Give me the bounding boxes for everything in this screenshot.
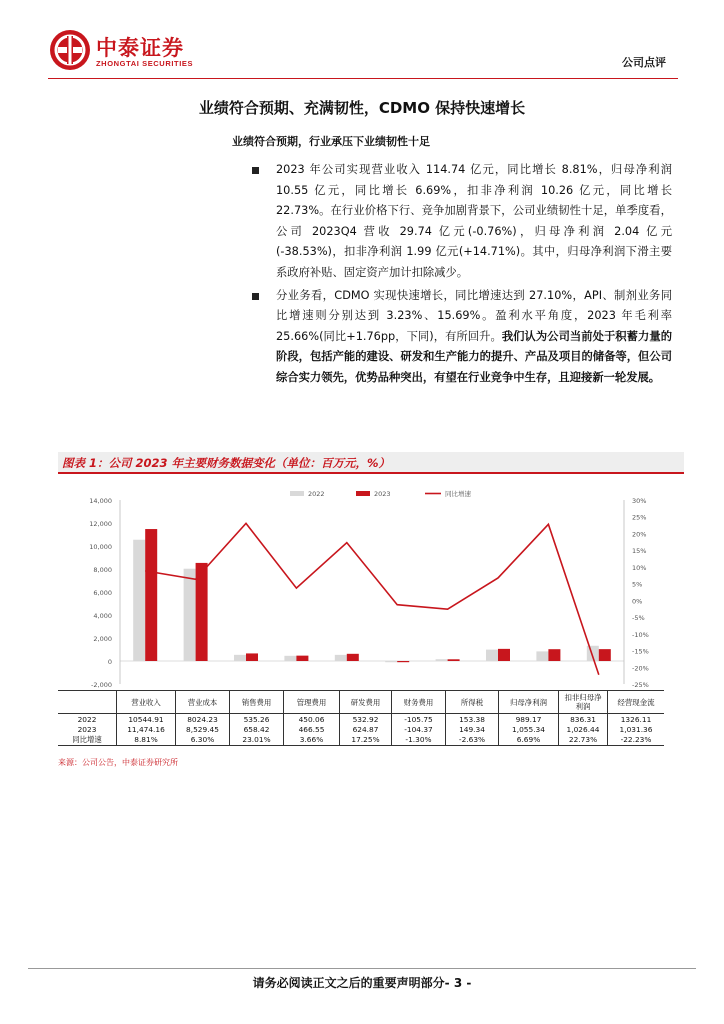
y-tick-label: 0 [107, 658, 112, 666]
table-cell: -2.63% [446, 734, 499, 746]
y2-tick-label: -15% [632, 647, 649, 656]
header-divider [48, 78, 678, 79]
y2-tick-label: -25% [632, 681, 649, 689]
bar-2022 [385, 661, 397, 662]
table-header-cell: 财务费用 [392, 691, 446, 714]
logo-mark-icon [50, 30, 90, 70]
y2-tick-label: 30% [632, 497, 647, 505]
bullet-item [252, 160, 672, 284]
legend-label-2022: 2022 [308, 490, 325, 498]
bar-2023 [599, 649, 611, 661]
table-cell: 450.06 [284, 714, 340, 725]
y2-tick-label: 5% [632, 580, 643, 589]
table-cell: 11,474.16 [117, 724, 176, 734]
table-cell: 1326.11 [608, 714, 665, 725]
table-cell: 535.26 [230, 714, 284, 725]
bullet-list [252, 160, 672, 391]
table-cell: 8024.23 [176, 714, 230, 725]
bullet-square-icon [252, 293, 259, 300]
logo-text-en: ZHONGTAI SECURITIES [96, 59, 194, 68]
table-header-cell: 管理费用 [284, 691, 340, 714]
table-header-cell: 所得税 [446, 691, 499, 714]
y-tick-label: 8,000 [93, 566, 112, 574]
table-row-label: 2022 [77, 714, 97, 724]
table-cell: 10544.91 [117, 714, 176, 725]
bar-2022 [133, 540, 145, 661]
bullet-item [252, 286, 672, 389]
table-cell: 8,529.45 [176, 724, 230, 734]
table-cell: 6.69% [499, 734, 559, 746]
table-cell: -105.75 [392, 714, 446, 725]
table-cell: 532.92 [340, 714, 392, 725]
bar-2022 [234, 655, 246, 661]
financial-data-table [58, 690, 664, 746]
table-corner-cell [58, 691, 117, 714]
report-title: 业绩符合预期、充满韧性，CDMO 保持快速增长 [198, 99, 526, 117]
footer-divider [28, 968, 696, 969]
table-cell: 1,026.44 [559, 724, 608, 734]
bar-2023 [448, 659, 460, 661]
bar-2023 [548, 649, 560, 661]
doc-type-label: 公司点评 [622, 56, 666, 69]
table-cell: -104.37 [392, 724, 446, 734]
table-header-cell: 扣非归母净利润 [559, 691, 608, 714]
bar-2023 [246, 653, 258, 661]
table-cell: -1.30% [392, 734, 446, 746]
source-note: 来源：公司公告，中泰证券研究所 [58, 758, 178, 767]
page-footer: 请务必阅读正文之后的重要声明部分- 3 - [252, 976, 472, 990]
table-cell: 17.25% [340, 734, 392, 746]
bar-2023 [145, 529, 157, 661]
page-header [0, 0, 724, 80]
table-cell: 8.81% [117, 734, 176, 746]
y2-tick-label: 15% [632, 547, 647, 556]
figure-title: 图表 1：公司 2023 年主要财务数据变化（单位：百万元，%） [62, 456, 391, 470]
legend-swatch-2023 [356, 491, 370, 496]
legend-label-growth: 同比增速 [445, 490, 471, 498]
y-tick-label: 10,000 [89, 543, 112, 551]
section-subtitle: 业绩符合预期，行业承压下业绩韧性十足 [232, 135, 430, 148]
y-tick-label: 2,000 [93, 635, 112, 643]
table-header-cell: 归母净利润 [499, 691, 559, 714]
table-header-cell: 营业成本 [176, 691, 230, 714]
legend-label-2023: 2023 [374, 490, 391, 498]
bar-2023 [347, 654, 359, 661]
table-cell: 624.87 [340, 724, 392, 734]
financial-chart [58, 484, 668, 690]
table-row [58, 714, 664, 725]
table-cell: 1,031.36 [608, 724, 665, 734]
bar-2022 [436, 659, 448, 661]
y2-tick-label: -10% [632, 630, 649, 639]
table-cell: -22.23% [608, 734, 665, 746]
y2-tick-label: 20% [632, 530, 647, 539]
table-header-cell: 经营现金流 [608, 691, 665, 714]
table-row [58, 724, 664, 734]
table-cell: 6.30% [176, 734, 230, 746]
company-logo [50, 30, 220, 72]
y-tick-label: 14,000 [89, 497, 112, 505]
y-tick-label: -2,000 [91, 681, 112, 689]
table-cell: 22.73% [559, 734, 608, 746]
table-cell: 466.55 [284, 724, 340, 734]
table-header-row [58, 691, 664, 714]
table-cell: 149.34 [446, 724, 499, 734]
table-row-label: 2023 [77, 724, 97, 734]
table-header-cell: 研发费用 [340, 691, 392, 714]
bar-2022 [486, 650, 498, 661]
bullet-square-icon [252, 167, 259, 174]
table-cell: 23.01% [230, 734, 284, 746]
table-cell: 3.66% [284, 734, 340, 746]
bar-2022 [335, 655, 347, 661]
bullet-text: 2023 年公司实现营业收入 114.74 亿元，同比增长 8.81%，归母净利润 10.55 亿元，同比增长 6.69%，扣非净利润 10.26 亿元，同比增长 22.73%。在行业价格下行、竞争加剧背景下，公司业绩韧性十足，单季度看，公司 2023Q4 营收 29.74 亿元(-0.76%)，归母净利润 2.04 亿元(-38.53%)，扣非净利润 1.99 亿元(+14.71%)。其中，归母净利润下滑主要系政府补贴、固定资产加计扣除减少。 [276, 163, 672, 279]
y2-tick-label: -5% [632, 614, 645, 623]
bar-2022 [184, 569, 196, 661]
y-tick-label: 12,000 [89, 520, 112, 528]
table-cell: 153.38 [446, 714, 499, 725]
table-cell: 989.17 [499, 714, 559, 725]
growth-line [145, 523, 599, 674]
y2-tick-label: 0% [632, 597, 643, 606]
bullet-text: 分业务看，CDMO 实现快速增长，同比增速达到 27.10%，API、制剂业务同比增速则分别达到 3.23%、15.69%。盈利水平角度，2023 年毛利率 25.66%(同比+1.76pp，下同)，有所回升。 [276, 288, 672, 343]
legend-swatch-2022 [290, 491, 304, 496]
bullet-bold-text: 我们认为公司当前处于积蓄力量的阶段，包括产能的建设、研发和生产能力的提升、产品及项目的储备等，但公司综合实力领先，优势品种突出，有望在行业竞争中生存，且迎接新一轮发展。 [276, 329, 672, 384]
y-tick-label: 6,000 [93, 589, 112, 597]
table-row [58, 734, 664, 746]
table-row-label: 同比增速 [58, 734, 117, 746]
bar-2022 [284, 656, 296, 661]
y-tick-label: 4,000 [93, 612, 112, 620]
y2-tick-label: 25% [632, 513, 647, 522]
bar-2023 [296, 656, 308, 661]
bar-2022 [536, 651, 548, 661]
logo-text-cn: 中泰证券 [96, 36, 184, 60]
y2-tick-label: -20% [632, 664, 649, 673]
bar-2023 [498, 649, 510, 661]
table-cell: 1,055.34 [499, 724, 559, 734]
table-header-cell: 营业收入 [117, 691, 176, 714]
table-header-cell: 销售费用 [230, 691, 284, 714]
table-cell: 836.31 [559, 714, 608, 725]
table-cell: 658.42 [230, 724, 284, 734]
bar-2023 [397, 661, 409, 662]
y2-tick-label: 10% [632, 563, 647, 572]
